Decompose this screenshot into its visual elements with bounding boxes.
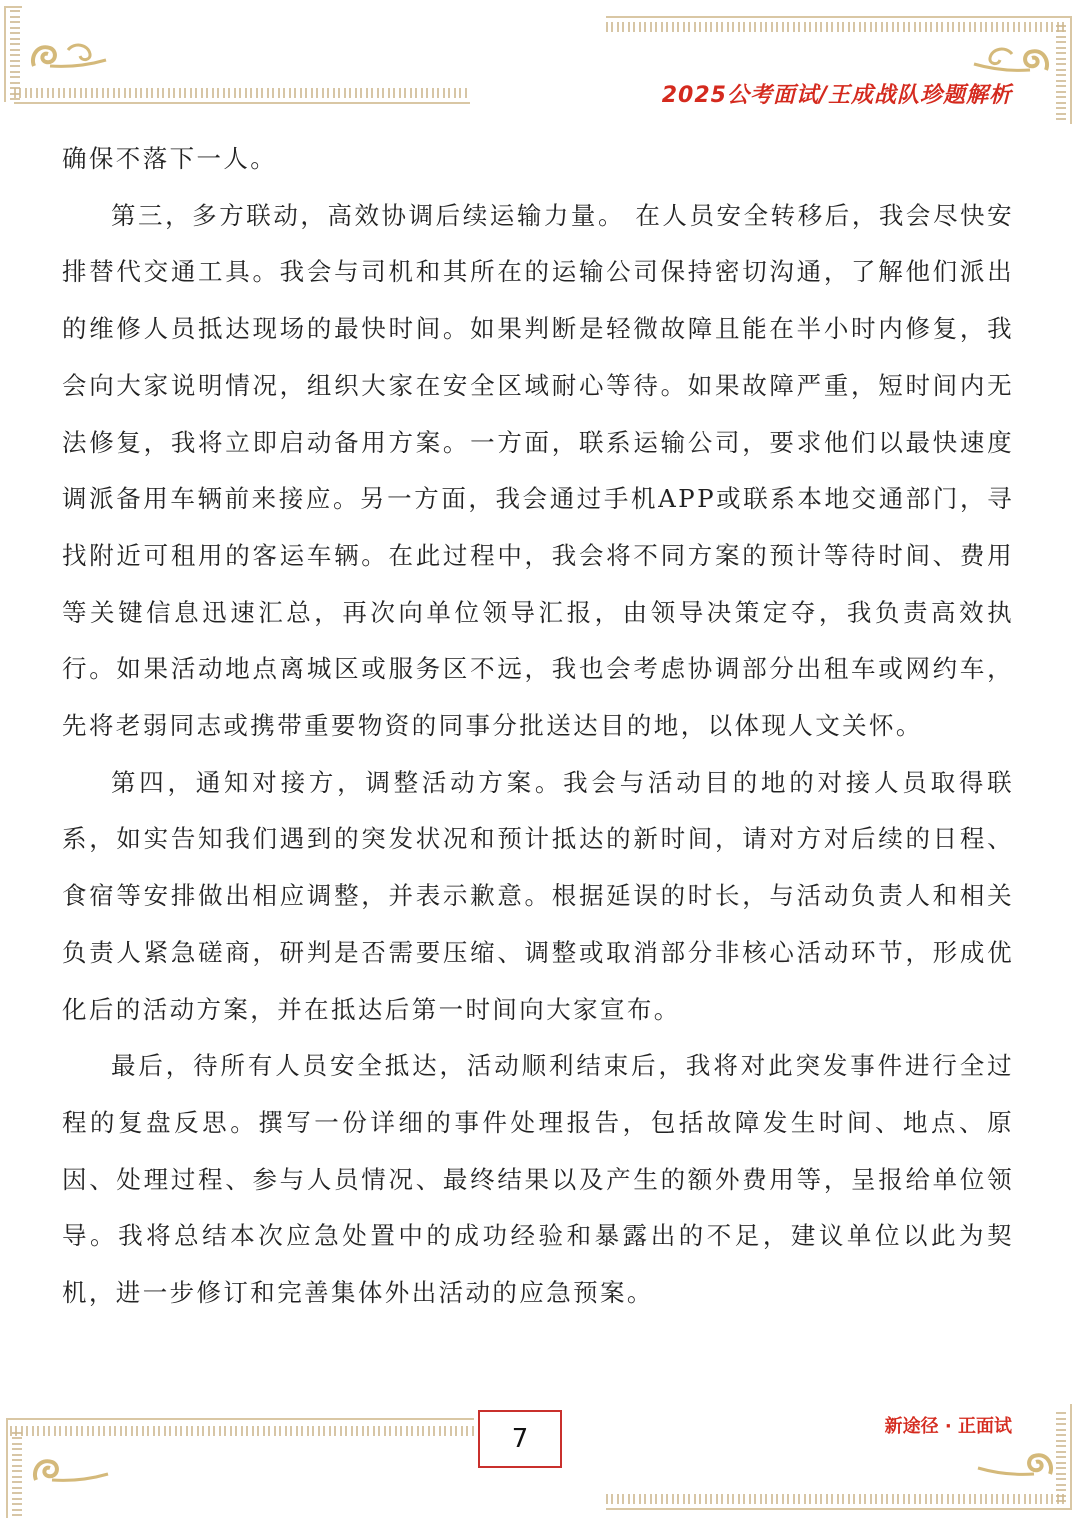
frame-bottom-right-pattern: [606, 1494, 1066, 1504]
frame-bottom-right-rule: [606, 1508, 1072, 1510]
cloud-ornament-icon: [28, 38, 108, 74]
page-number: 7: [478, 1410, 562, 1468]
paragraph: 第四，通知对接方，调整活动方案。我会与活动目的地的对接人员取得联系，如实告知我们遇到的突发状况和预计抵达的新时间，请对方对后续的日程、食宿等安排做出相应调整，并表示歉意。根据延误的时长，与活动负责人和相关负责人紧急磋商，研判是否需要压缩、调整或取消部分非核心活动环节，形成优化后的活动方案，并在抵达后第一时间向大家宣布。: [62, 767, 1014, 1024]
paragraph: 确保不落下一人。: [62, 144, 278, 173]
cloud-ornament-icon: [976, 1446, 1056, 1482]
frame-left-bottom-pattern: [12, 1430, 22, 1516]
cloud-ornament-icon: [30, 1452, 110, 1488]
frame-right-pattern: [1056, 24, 1066, 120]
frame-right-bottom: [1070, 1404, 1072, 1510]
frame-left-bottom: [6, 1418, 8, 1518]
paragraph: 第三，多方联动，高效协调后续运输力量。 在人员安全转移后，我会尽快安排替代交通工具。我会与司机和其所在的运输公司保持密切沟通，了解他们派出的维修人员抵达现场的最快时间。如果判断是轻微故障且能在半小时内修复，我会向大家说明情况，组织大家在安全区域耐心等待。如果故障严重，短时间内无法修复，我将立即启动备用方案。一方面，联系运输公司，要求他们以最快速度调派备用车辆前来接应。另一方面，我会通过手机APP或联系本地交通部门，寻找附近可租用的客运车辆。在此过程中，我会将不同方案的预计等待时间、费用等关键信息迅速汇总，再次向单位领导汇报，由领导决策定夺，我负责高效执行。如果活动地点离城区或服务区不远，我也会考虑协调部分出租车或网约车，先将老弱同志或携带重要物资的同事分批送达目的地，以体现人文关怀。: [62, 200, 1014, 741]
footer-brand: 新途径 · 正面试: [884, 1416, 1012, 1437]
frame-left-top: [4, 6, 6, 102]
body-text: [62, 131, 1014, 1322]
paragraph: 最后，待所有人员安全抵达，活动顺利结束后，我将对此突发事件进行全过程的复盘反思。撰写一份详细的事件处理报告，包括故障发生时间、地点、原因、处理过程、参与人员情况、最终结果以及产生的额外费用等，呈报给单位领导。我将总结本次应急处置中的成功经验和暴露出的不足，建议单位以此为契机，进一步修订和完善集体外出活动的应急预案。: [62, 1051, 1014, 1308]
frame-left-pattern: [10, 10, 20, 100]
frame-top-left-line: [4, 6, 22, 8]
frame-top-left-rule: [14, 102, 470, 104]
cloud-ornament-icon: [972, 42, 1052, 78]
frame-bottom-left-pattern: [10, 1426, 474, 1436]
frame-top-right-pattern: [606, 22, 1066, 32]
header-title: 2025公考面试/王成战队珍题解析: [661, 83, 1012, 108]
frame-bottom-left-rule: [6, 1418, 474, 1420]
frame-right-top: [1070, 16, 1072, 124]
frame-top-left-pattern: [14, 88, 470, 98]
frame-right-bottom-pattern: [1056, 1412, 1066, 1502]
frame-top-right-line: [606, 16, 1072, 18]
